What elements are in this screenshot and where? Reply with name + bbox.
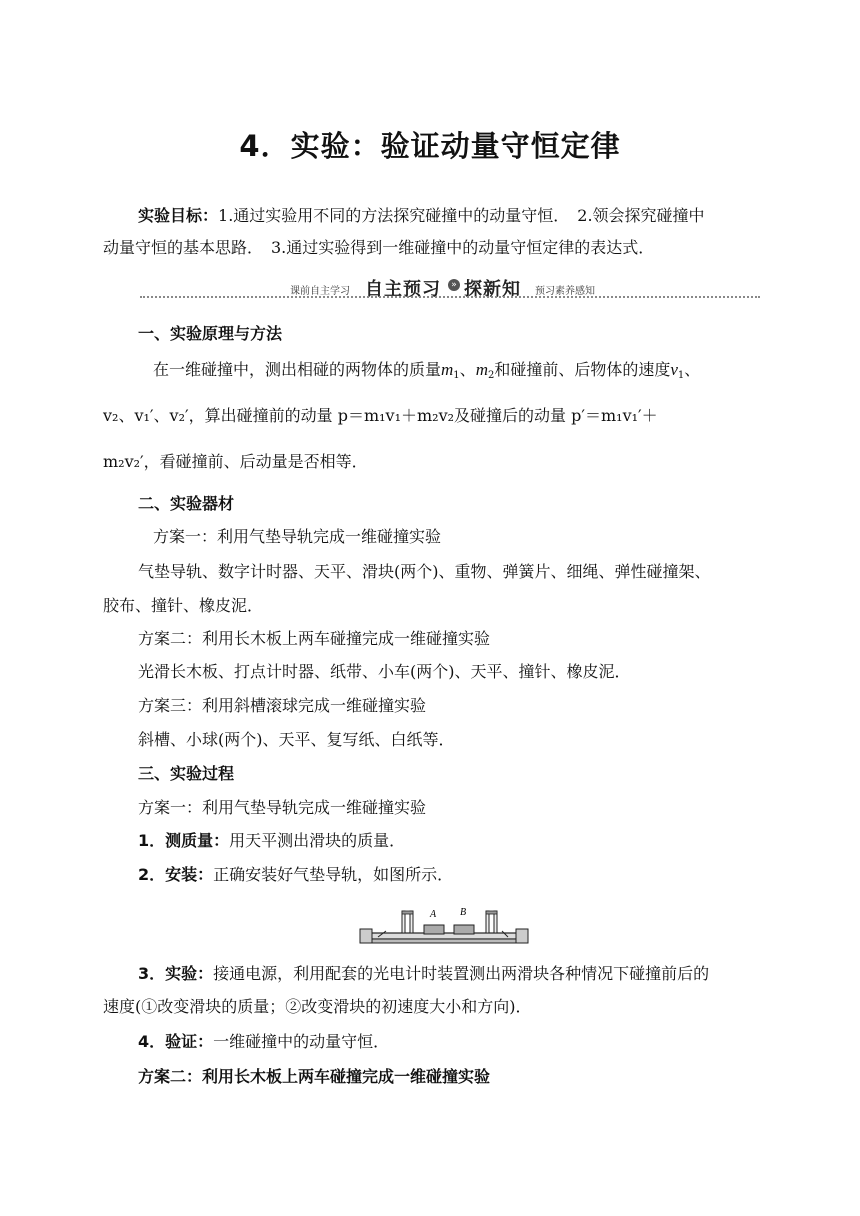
page-title: 4．实验：验证动量守恒定律 <box>239 129 621 163</box>
slider-b-label: B <box>460 907 467 918</box>
section-banner <box>140 276 760 300</box>
step-2-label: 2．安装： <box>138 865 214 884</box>
banner-left-text: 课前自主学习 <box>290 286 350 297</box>
objectives-label: 实验目标： <box>138 206 219 225</box>
section2-plan2: 方案二：利用长木板上两车碰撞完成一维碰撞实验 <box>138 629 491 648</box>
step-2-text: 正确安装好气垫导轨，如图所示． <box>213 865 454 884</box>
step-3-label: 3．实验： <box>138 964 214 983</box>
section1-line-2: v₂、v₁′、v₂′，算出碰撞前的动量 p＝m₁v₁＋m₂v₂及碰撞后的动量 p′＝m₁v₁′＋ <box>103 406 658 425</box>
banner-divider <box>140 296 760 298</box>
symbol-v: v <box>670 360 678 379</box>
step-3-text-2: 速度(①改变滑块的质量；②改变滑块的初速度大小和方向)． <box>103 997 532 1016</box>
step-1 <box>138 831 798 851</box>
section1-text-c: 、 <box>684 360 701 379</box>
subscript-2: 2 <box>487 370 495 381</box>
section1-text-b: 和碰撞前、后物体的速度 <box>494 360 671 379</box>
banner-arrow-icon: » <box>448 279 460 291</box>
air-track-figure <box>358 903 530 949</box>
separator: 、 <box>459 360 476 379</box>
step-3-text: 接通电源，利用配套的光电计时装置测出两滑块各种情况下碰撞前后的 <box>213 964 710 983</box>
symbol-m: m <box>441 360 454 379</box>
step-4-label: 4．验证： <box>138 1032 214 1051</box>
section2-plan1-items-a: 气垫导轨、数字计时器、天平、滑块(两个)、重物、弹簧片、细绳、弹性碰撞架、 <box>138 562 711 581</box>
section1-text-a: 在一维碰撞中，测出相碰的两物体的质量 <box>153 360 442 379</box>
section1-line-1 <box>153 360 813 380</box>
symbol-m: m <box>475 360 488 379</box>
slider-a-label: A <box>430 909 437 920</box>
section3-plan2: 方案二：利用长木板上两车碰撞完成一维碰撞实验 <box>138 1067 491 1086</box>
objectives-text-1: 1.通过实验用不同的方法探究碰撞中的动量守恒． 2.领会探究碰撞中 <box>218 206 705 225</box>
step-3 <box>138 964 798 984</box>
subscript-1: 1 <box>453 370 460 381</box>
banner-main-text-1: 自主预习 <box>365 279 441 300</box>
step-4-text: 一维碰撞中的动量守恒． <box>213 1032 390 1051</box>
step-4 <box>138 1032 798 1052</box>
section2-plan2-items: 光滑长木板、打点计时器、纸带、小车(两个)、天平、撞针、橡皮泥． <box>138 662 631 681</box>
objectives-line-1 <box>138 206 798 226</box>
section1-heading: 一、实验原理与方法 <box>138 324 283 343</box>
section2-heading: 二、实验器材 <box>138 494 235 513</box>
subscript-1: 1 <box>677 370 685 381</box>
step-1-text: 用天平测出滑块的质量． <box>229 831 406 850</box>
banner-main-text-2: 探新知 <box>464 279 521 300</box>
section1-line-3: m₂v₂′，看碰撞前、后动量是否相等． <box>103 452 368 471</box>
section2-plan1: 方案一：利用气垫导轨完成一维碰撞实验 <box>153 527 442 546</box>
section2-plan3-items: 斜槽、小球(两个)、天平、复写纸、白纸等． <box>138 730 455 749</box>
section2-plan1-items-b: 胶布、撞针、橡皮泥． <box>103 596 264 615</box>
section3-heading: 三、实验过程 <box>138 764 235 783</box>
objectives-line-2: 动量守恒的基本思路． 3.通过实验得到一维碰撞中的动量守恒定律的表达式． <box>103 238 655 257</box>
banner-right-text: 预习素养感知 <box>535 286 595 297</box>
step-2 <box>138 865 798 885</box>
section3-plan1: 方案一：利用气垫导轨完成一维碰撞实验 <box>138 798 427 817</box>
step-1-label: 1．测质量： <box>138 831 230 850</box>
section2-plan3: 方案三：利用斜槽滚球完成一维碰撞实验 <box>138 696 427 715</box>
